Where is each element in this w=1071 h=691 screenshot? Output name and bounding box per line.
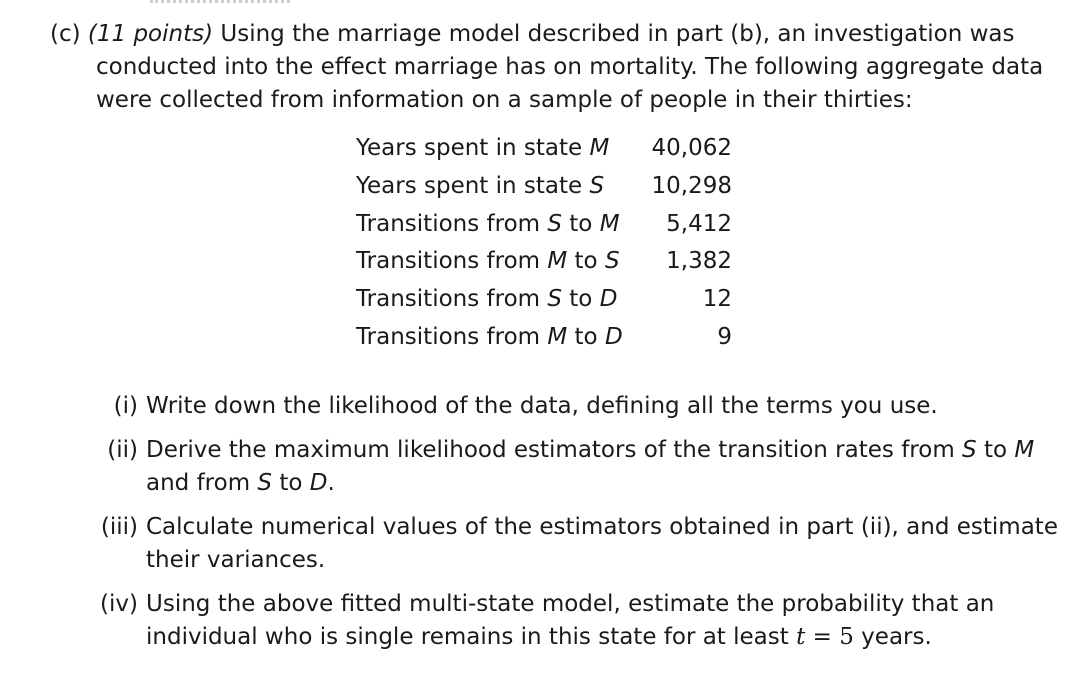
row-label: Transitions from S to D [356,286,618,313]
item-text-line-1: Derive the maximum likelihood estimators of the transition rates from S to M [146,437,1035,463]
item-text-line-1: Using the above fitted multi-state model, estimate the probability that an [146,591,995,617]
intro-line-3: were collected from information on a sample of people in their thirties: [96,87,913,113]
sub-question-ii [70,434,1035,500]
row-value: 9 [717,323,732,350]
row-label: Transitions from M to S [356,248,620,275]
cropped-previous-line [150,0,290,3]
sub-question-i [70,390,1000,423]
row-value: 40,062 [651,135,732,161]
row-label: Years spent in state S [356,172,605,199]
item-number: (i) [113,393,138,419]
table-row [356,130,736,168]
row-value: 12 [702,286,732,313]
row-value: 1,382 [666,248,732,275]
row-value: 10,298 [651,172,732,199]
item-number: (iv) [100,591,138,617]
question-intro [50,18,1044,117]
row-label: Years spent in state M [356,135,610,161]
item-text-line-2: and from S to D. [146,470,335,496]
table-row [356,168,736,206]
sub-question-iii [70,511,1058,577]
item-number: (ii) [107,437,138,463]
aggregate-data-table [356,130,736,357]
table-row [356,243,736,281]
sub-questions [70,390,1058,665]
row-label: Transitions from S to M [356,210,620,237]
part-label: (c) [50,21,81,47]
item-text-line-1: Calculate numerical values of the estimators obtained in part (ii), and estimate [146,514,1058,540]
intro-line-1 [50,18,1015,51]
table-row [356,206,736,244]
item-text-line-2: their variances. [146,547,326,573]
table-row [356,281,736,319]
row-label: Transitions from M to D [356,323,623,350]
intro-text-1: Using the marriage model described in part (b), an investigation was [213,21,1015,47]
item-text: Write down the likelihood of the data, defining all the terms you use. [146,393,938,419]
table-row [356,319,736,357]
item-number: (iii) [100,514,138,540]
intro-line-2: conducted into the effect marriage has on mortality. The following aggregate data [96,54,1044,80]
points-label: (11 points) [87,21,214,47]
row-value: 5,412 [666,210,732,237]
sub-question-iv [70,588,1000,654]
item-text-line-2: individual who is single remains in this state for at least t = 5 years. [146,624,932,650]
